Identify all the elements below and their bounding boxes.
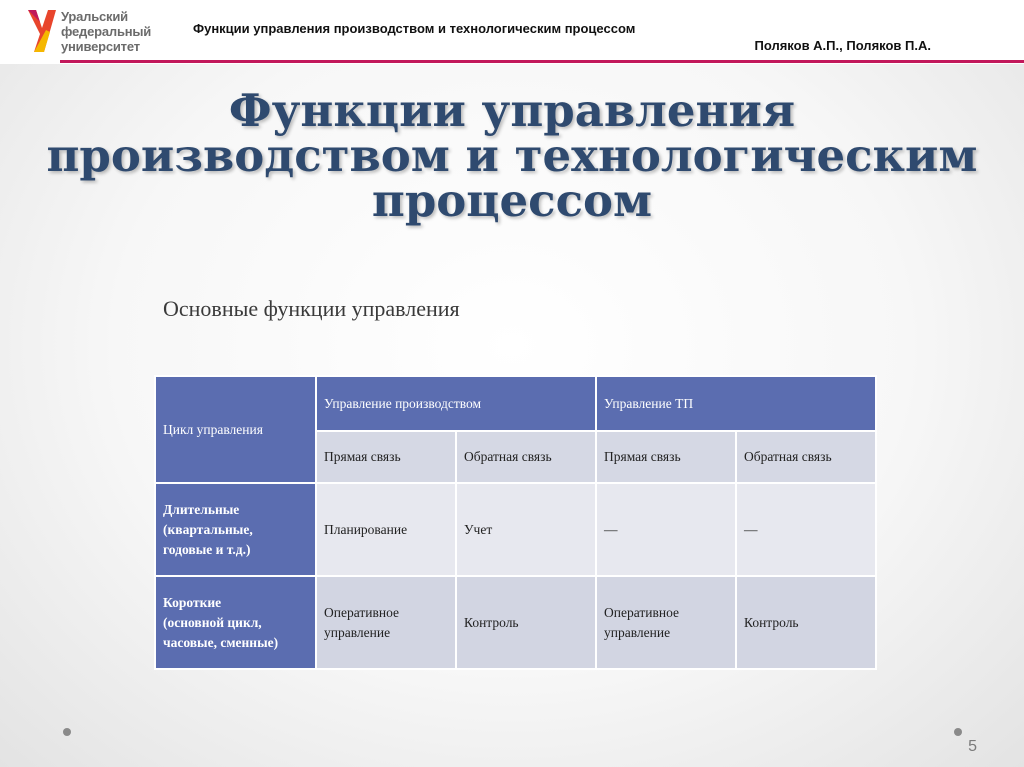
table-subheader: Прямая связь — [316, 431, 456, 483]
table-cell — [456, 483, 596, 576]
row-header-long — [155, 483, 316, 576]
page-number: 5 — [968, 738, 977, 755]
table-cell — [316, 576, 456, 669]
cell-text: Учет — [464, 521, 493, 537]
management-functions-table — [154, 375, 877, 670]
row-header-line: Длительные — [163, 501, 240, 517]
row-header-line: годовые и т.д.) — [163, 541, 251, 557]
header-title: Функции управления производством и технологическим процессом — [193, 21, 636, 36]
table-subheader: Прямая связь — [596, 431, 736, 483]
slide-title-line-1: Функции управления — [228, 84, 796, 137]
slide-title — [40, 84, 984, 227]
row-header-line: Короткие — [163, 594, 222, 610]
cell-text: Планирование — [324, 521, 408, 537]
nav-dot-left-icon[interactable] — [63, 728, 71, 736]
cell-text: управление — [604, 624, 671, 640]
table-cell — [736, 576, 876, 669]
slide-title-line-3: процессом — [371, 174, 653, 227]
cell-text: управление — [324, 624, 391, 640]
group-label-production: Управление производством — [324, 395, 482, 411]
university-name — [61, 9, 151, 54]
cell-text: Контроль — [744, 614, 799, 630]
table-cell — [736, 483, 876, 576]
logo-line-2: федеральный — [61, 24, 152, 39]
cell-text: Оперативное — [324, 604, 399, 620]
row-header-line: (основной цикл, — [163, 614, 262, 630]
cell-text: Контроль — [464, 614, 519, 630]
slide-title-line-2: производством и технологическим — [46, 129, 978, 182]
slide-subtitle: Основные функции управления — [163, 296, 460, 321]
row-header-line: (квартальные, — [163, 521, 253, 537]
table-subheader: Обратная связь — [736, 431, 876, 483]
table-group-header — [316, 376, 596, 431]
ural-federal-university-logo-icon — [26, 8, 58, 54]
table-row — [155, 576, 876, 669]
table-group-header — [596, 376, 876, 431]
cell-text: Оперативное — [604, 604, 679, 620]
table-cell — [456, 576, 596, 669]
group-label-tp: Управление ТП — [604, 395, 694, 411]
cell-text: — — [604, 521, 618, 537]
logo-line-3: университет — [61, 39, 140, 54]
table-row — [155, 483, 876, 576]
header-divider — [60, 60, 1024, 63]
slide-header — [0, 0, 1024, 64]
header-authors: Поляков А.П., Поляков П.А. — [754, 38, 931, 53]
row-header-short — [155, 576, 316, 669]
nav-dot-right-icon[interactable] — [954, 728, 962, 736]
logo-line-1: Уральский — [61, 9, 128, 24]
university-logo — [26, 8, 166, 58]
table-cell — [316, 483, 456, 576]
table-corner-label: Цикл управления — [163, 421, 263, 437]
row-header-line: часовые, сменные) — [163, 634, 279, 650]
table-corner-cell — [155, 376, 316, 483]
table-cell — [596, 483, 736, 576]
table-subheader: Обратная связь — [456, 431, 596, 483]
cell-text: — — [744, 521, 758, 537]
table-cell — [596, 576, 736, 669]
